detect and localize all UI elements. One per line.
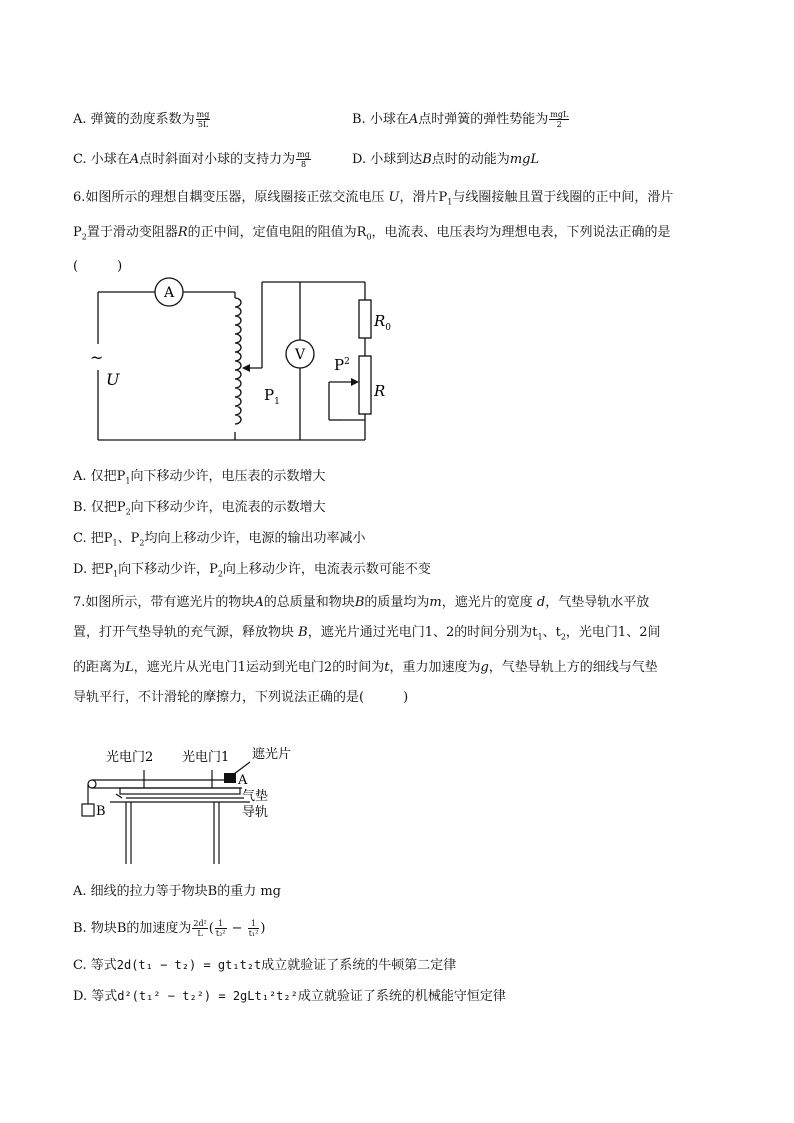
q7-option-c: C. 等式2d(t₁ − t₂) = gt₁t₂t成立就验证了系统的牛顿第二定律 bbox=[73, 958, 457, 973]
voltmeter-label: V bbox=[294, 347, 306, 363]
p1-arrow-icon bbox=[242, 364, 250, 372]
fraction: $\frac{1}{\text{t₂²}}$ bbox=[215, 919, 226, 938]
fraction: $\frac{mg}{5L}$ bbox=[196, 110, 210, 129]
fraction: $\frac{1}{\text{t₁²}}$ bbox=[248, 919, 259, 938]
equation: 2d(t₁ − t₂) = gt₁t₂t bbox=[116, 958, 262, 972]
p2-label: $P^2$ bbox=[334, 356, 350, 374]
air-track-label-1: 气垫 bbox=[242, 789, 269, 804]
r-label: R bbox=[374, 382, 386, 400]
q7-option-d: D. 等式d²(t₁² − t₂²) = 2gLt₁²t₂²成立就验证了系统的机械能守恒定律 bbox=[73, 989, 506, 1004]
equation: d²(t₁² − t₂²) = 2gLt₁²t₂² bbox=[117, 989, 298, 1003]
q7-option-a: A. 细线的拉力等于物块B的重力 mg bbox=[73, 884, 281, 899]
q6-option-a: A. 仅把$P_1$向下移动少许，电压表的示数增大 bbox=[73, 469, 326, 486]
p1-label: $P_1$ bbox=[264, 386, 280, 407]
r0-label: $R_0$ bbox=[374, 312, 392, 333]
q5-option-a: A. 弹簧的劲度系数为 $\frac{mg}{5L}$ bbox=[73, 110, 210, 129]
ammeter-label: A bbox=[163, 285, 175, 301]
block-b-label: B bbox=[96, 804, 106, 819]
q6-option-c: C. 把$P_1$、$P_2$均向上移动少许，电源的输出功率减小 bbox=[73, 531, 366, 548]
q6-option-d: D. 把$P_1$向下移动少许，$P_2$向上移动少许，电流表示数可能不变 bbox=[73, 562, 431, 579]
q5-option-b: B. 小球在A点时弹簧的弹性势能为 $\frac{\text{mgL}}{2}$ bbox=[352, 110, 569, 129]
q6-circuit-diagram bbox=[80, 272, 400, 447]
air-track-label-2: 导轨 bbox=[242, 805, 269, 820]
q6-option-b: B. 仅把$P_2$向下移动少许，电流表的示数增大 bbox=[73, 500, 326, 517]
shade-block-icon bbox=[224, 773, 236, 783]
q5-option-d: D. 小球到达B点时的动能为mgL bbox=[352, 152, 540, 167]
q7-option-b: B. 物块B的加速度为 $\frac{\text{2d²}}{L}$ ( $\frac{1}{\text{t₂²}}$ − $\frac{1}{\text{t₁²}}$ ) bbox=[73, 919, 266, 938]
q7-stem: 7.如图所示，带有遮光片的物块A的总质量和物块B的质量均为m，遮光片的宽度 d，气垫导轨水平放 置，打开气垫导轨的充气源，释放物块 B，遮光片通过光电门1、2的时间分别为$t_1$、$t_2$，光电门1、2间 的距离为L，遮光片从光电门1运动到光电门2的时间为t，重力加速度为g，气垫导轨上方的细线与气垫 导轨平行，不计滑轮的摩擦力，下列说法正确的是( ) bbox=[73, 595, 661, 705]
block-a-label: A bbox=[238, 773, 248, 788]
fraction: $\frac{mg}{8}$ bbox=[297, 150, 310, 169]
shade-label: 遮光片 bbox=[252, 747, 292, 762]
ac-source-icon: ~ bbox=[90, 348, 104, 367]
fraction: $\frac{\text{2d²}}{L}$ bbox=[193, 919, 207, 938]
q7-air-track-diagram bbox=[74, 718, 314, 868]
fraction: $\frac{\text{mgL}}{2}$ bbox=[550, 110, 569, 129]
gate1-label: 光电门1 bbox=[182, 750, 230, 765]
p2-arrow-icon bbox=[351, 378, 359, 386]
q6-stem: 6.如图所示的理想自耦变压器，原线圈接正弦交流电压 U，滑片$P_1$与线圈接触且置于线圈的正中间，滑片 $P_2$置于滑动变阻器R的正中间，定值电阻的阻值为$R_0$，电流表、电压表均为理想电表，下列说法正确的是 ( ) bbox=[73, 190, 674, 275]
source-voltage-label: U bbox=[106, 370, 120, 389]
q5-option-c: C. 小球在A点时斜面对小球的支持力为 $\frac{mg}{8}$ bbox=[73, 150, 310, 169]
gate2-label: 光电门2 bbox=[106, 750, 154, 765]
